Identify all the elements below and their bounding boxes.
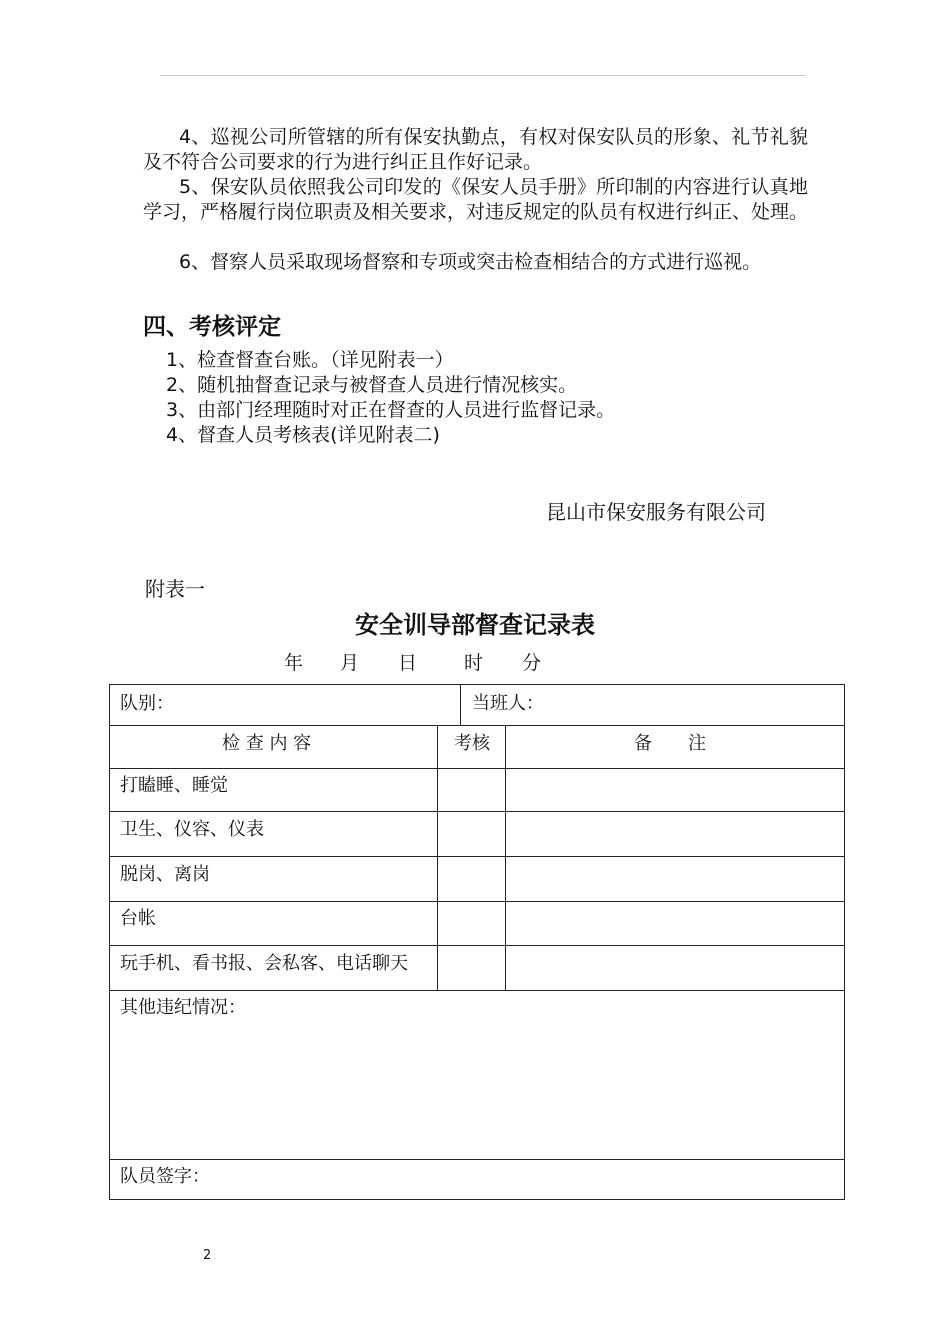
- date-hour-label: 时: [464, 652, 484, 674]
- section-heading: 四、考核评定: [143, 314, 281, 340]
- company-name: 昆山市保安服务有限公司: [546, 500, 766, 524]
- inspection-record-table: [109, 684, 845, 1200]
- table-rule: [110, 945, 844, 946]
- table-rule: [110, 811, 844, 812]
- col-header-assess: 考核: [454, 733, 490, 754]
- team-label: 队别：: [120, 693, 174, 714]
- table-row: 脱岗、离岗: [120, 864, 210, 885]
- table-rule: [110, 856, 844, 857]
- table-row: 台帐: [120, 908, 156, 929]
- table-rule: [460, 685, 461, 725]
- appendix-label: 附表一: [145, 577, 205, 601]
- on-duty-label: 当班人：: [472, 693, 544, 714]
- date-day-label: 日: [398, 652, 418, 674]
- form-title: 安全训导部督查记录表: [355, 611, 595, 639]
- signature-label: 队员签字：: [120, 1166, 210, 1187]
- col-header-content: 检 查 内 容: [222, 733, 312, 754]
- table-row: 打瞌睡、睡觉: [120, 775, 228, 796]
- table-rule: [110, 990, 844, 991]
- col-header-remark: 备 注: [634, 733, 706, 754]
- list-item: 2、随机抽督查记录与被督查人员进行情况核实。: [166, 374, 578, 396]
- table-rule: [505, 725, 506, 990]
- list-item: 3、由部门经理随时对正在督查的人员进行监督记录。: [166, 399, 616, 421]
- date-month-label: 月: [340, 652, 360, 674]
- list-item: 4、督查人员考核表(详见附表二): [166, 424, 440, 446]
- paragraph-4: 4、巡视公司所管辖的所有保安执勤点，有权对保安队员的形象、礼节礼貌及不符合公司要求的行为进行纠正且作好记录。: [143, 126, 808, 173]
- list-item: 1、检查督查台账。（详见附表一）: [166, 349, 454, 371]
- header-rule: [160, 75, 806, 76]
- page-number: 2: [203, 1248, 212, 1263]
- table-rule: [110, 768, 844, 769]
- paragraph-5: 5、保安队员依照我公司印发的《保安人员手册》所印制的内容进行认真地学习，严格履行岗位职责及相关要求，对违反规定的队员有权进行纠正、处理。: [143, 176, 809, 223]
- table-rule: [110, 725, 844, 726]
- table-rule: [110, 1159, 844, 1160]
- table-row: 玩手机、看书报、会私客、电话聊天: [120, 953, 408, 974]
- table-row: 卫生、仪容、仪表: [120, 819, 264, 840]
- paragraph-6: 6、督察人员采取现场督察和专项或突击检查相结合的方式进行巡视。: [179, 251, 762, 273]
- table-rule: [110, 901, 844, 902]
- other-violations-label: 其他违纪情况：: [120, 997, 246, 1018]
- table-rule: [437, 725, 438, 990]
- date-minute-label: 分: [522, 652, 542, 674]
- date-year-label: 年: [284, 652, 304, 674]
